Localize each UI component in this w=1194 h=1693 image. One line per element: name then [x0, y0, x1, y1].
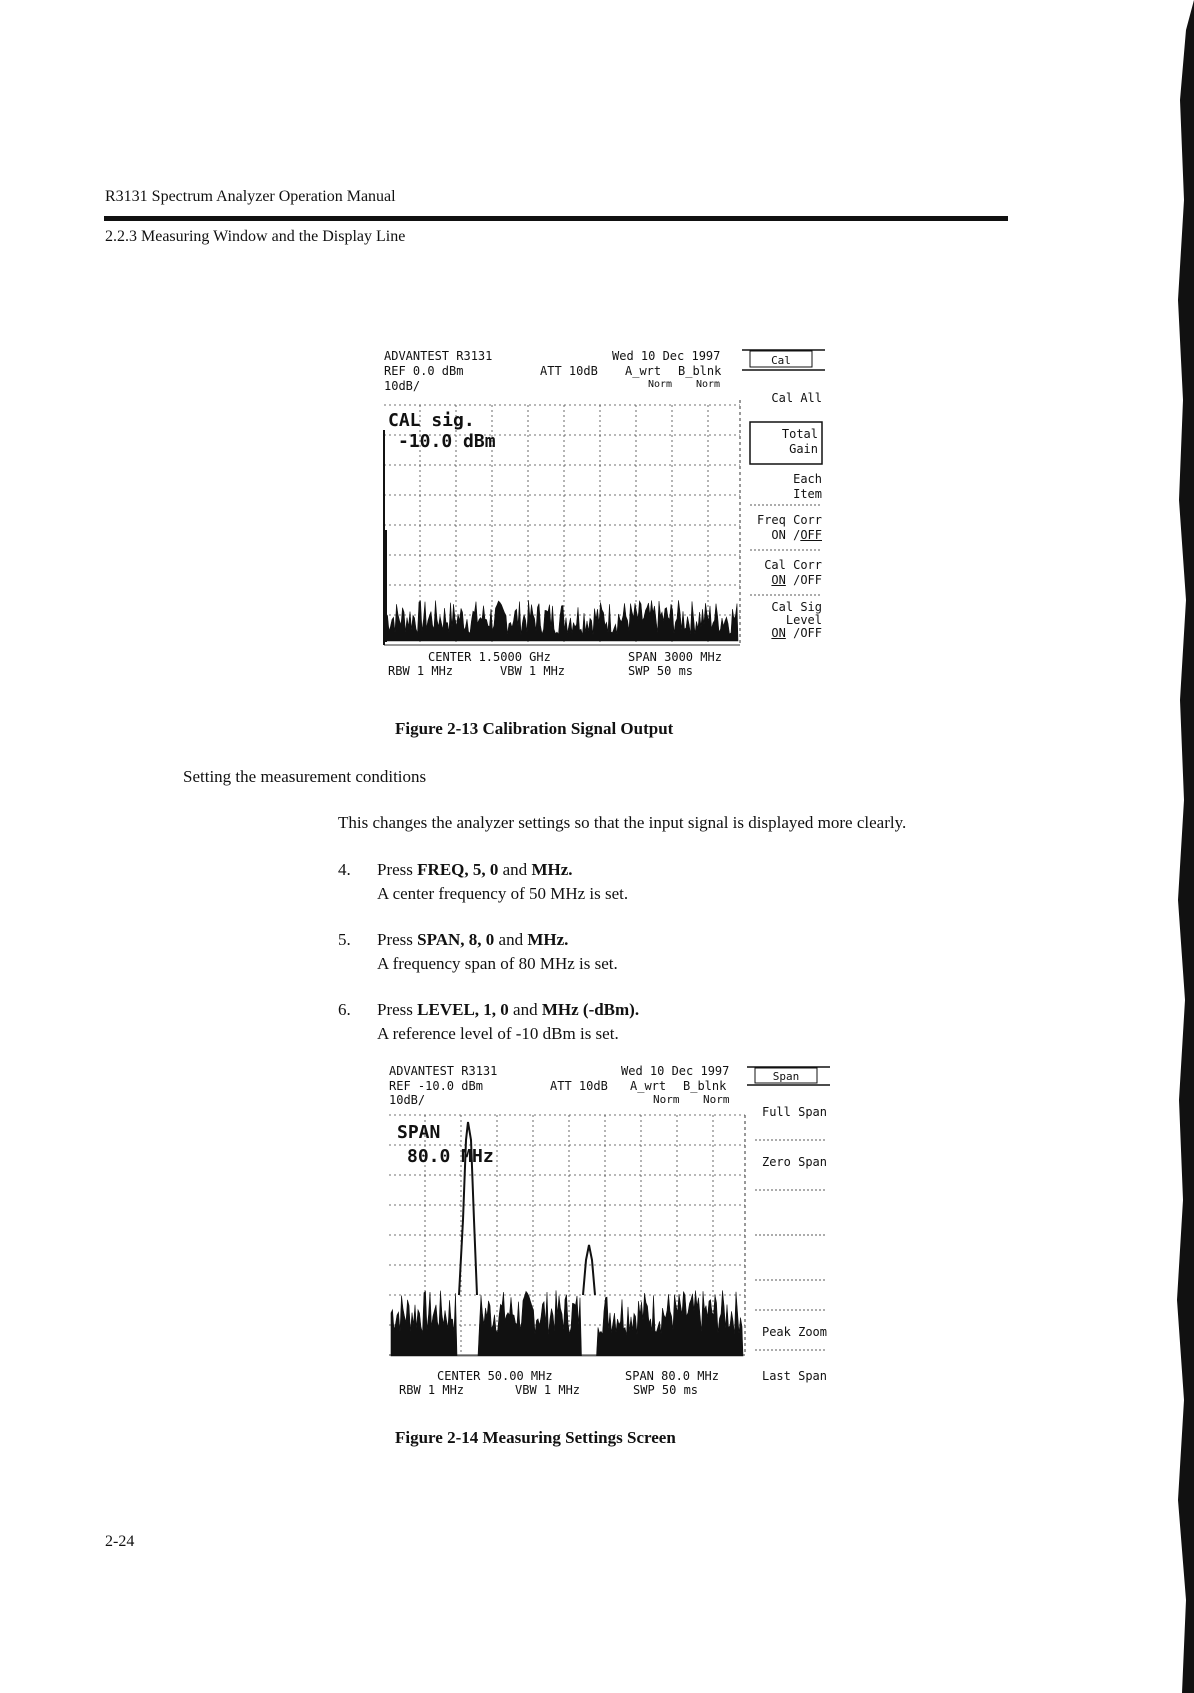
sweep-time-2: SWP 50 ms: [633, 1383, 699, 1397]
softkey-freq-corr[interactable]: Freq Corr ON /OFF: [756, 513, 822, 542]
header-rule: [104, 216, 1008, 221]
analyzer-brand-2: ADVANTEST R3131: [389, 1064, 498, 1078]
page-number: 2-24: [105, 1533, 135, 1550]
span-value: SPAN 3000 MHz: [628, 650, 722, 664]
manual-title: R3131 Spectrum Analyzer Operation Manual: [105, 188, 396, 205]
norm-b-2: Norm: [703, 1093, 730, 1106]
ref-level-2: REF -10.0 dBm: [389, 1079, 483, 1093]
span-value-2: SPAN 80.0 MHz: [625, 1369, 719, 1383]
trace-a-mode-2: A_wrt: [630, 1079, 667, 1093]
norm-a-2: Norm: [653, 1093, 680, 1106]
noise-floor-trace-1: [386, 600, 738, 641]
menu-title-cal: Cal: [771, 354, 791, 367]
figure-2-13-screen: [380, 345, 830, 690]
rbw-2: RBW 1 MHz: [399, 1383, 465, 1397]
softkey-each-item[interactable]: Each Item: [793, 472, 822, 501]
step-5-result: A frequency span of 80 MHz is set.: [377, 954, 618, 973]
norm-a: Norm: [648, 379, 673, 390]
softkey-zero-span[interactable]: Zero Span: [761, 1155, 827, 1169]
section-title: 2.2.3 Measuring Window and the Display Line: [105, 228, 406, 245]
trace-b-mode: B_blnk: [678, 364, 722, 378]
step-5-instruction: Press SPAN, 8, 0 and MHz.: [377, 930, 569, 949]
active-function-value: -10.0 dBm: [398, 431, 496, 452]
step-6-number: 6.: [338, 1000, 351, 1019]
softkey-last-span[interactable]: Last Span: [761, 1369, 827, 1383]
scale-div: 10dB/: [384, 379, 421, 393]
step-4-number: 4.: [338, 860, 351, 879]
active-function-value-2: 80.0 MHz: [407, 1146, 494, 1167]
softkey-peak-zoom[interactable]: Peak Zoom: [761, 1325, 827, 1339]
softkey-cal-all[interactable]: Cal All: [771, 391, 822, 405]
sweep-time: SWP 50 ms: [628, 664, 694, 678]
ref-level: REF 0.0 dBm: [384, 364, 464, 378]
softkey-full-span[interactable]: Full Span: [761, 1105, 827, 1119]
attenuation-2: ATT 10dB: [550, 1079, 608, 1093]
step-5-number: 5.: [338, 930, 351, 949]
intro-paragraph: This changes the analyzer settings so that the input signal is displayed more clearly.: [338, 813, 907, 832]
rbw: RBW 1 MHz: [388, 664, 454, 678]
torn-page-edge: [1174, 0, 1194, 1693]
softkey-cal-corr[interactable]: Cal Corr ON /OFF: [764, 558, 822, 587]
step-4-instruction: Press FREQ, 5, 0 and MHz.: [377, 860, 573, 879]
figure-2-14-caption: Figure 2-14 Measuring Settings Screen: [395, 1428, 676, 1447]
noise-floor-trace-2: [391, 1290, 743, 1356]
analyzer-brand: ADVANTEST R3131: [384, 349, 493, 363]
center-freq: CENTER 1.5000 GHz: [428, 650, 551, 664]
softkey-cal-sig-level[interactable]: Cal Sig Level ON /OFF: [771, 600, 822, 640]
vbw: VBW 1 MHz: [500, 664, 566, 678]
vbw-2: VBW 1 MHz: [515, 1383, 581, 1397]
step-6-result: A reference level of -10 dBm is set.: [377, 1024, 619, 1043]
step-4-result: A center frequency of 50 MHz is set.: [377, 884, 629, 903]
step-6-instruction: Press LEVEL, 1, 0 and MHz (-dBm).: [377, 1000, 640, 1019]
menu-title-span: Span: [772, 1070, 800, 1083]
figure-2-13-caption: Figure 2-13 Calibration Signal Output: [395, 719, 674, 738]
trace-a-mode: A_wrt: [625, 364, 662, 378]
attenuation: ATT 10dB: [540, 364, 598, 378]
section-heading: Setting the measurement conditions: [183, 767, 427, 786]
center-freq-2: CENTER 50.00 MHz: [437, 1369, 553, 1383]
signal-peak-harmonic: [583, 1245, 595, 1295]
trace-b-mode-2: B_blnk: [683, 1079, 727, 1093]
active-function-label: CAL sig.: [388, 410, 475, 431]
softkey-total-gain[interactable]: Total Gain: [781, 427, 818, 456]
active-function-label-2: SPAN: [397, 1122, 441, 1143]
analyzer-date-2: Wed 10 Dec 1997: [621, 1064, 730, 1078]
scale-div-2: 10dB/: [389, 1093, 426, 1107]
norm-b: Norm: [696, 379, 721, 390]
figure-2-14-screen: [385, 1060, 835, 1405]
analyzer-date: Wed 10 Dec 1997: [612, 349, 721, 363]
